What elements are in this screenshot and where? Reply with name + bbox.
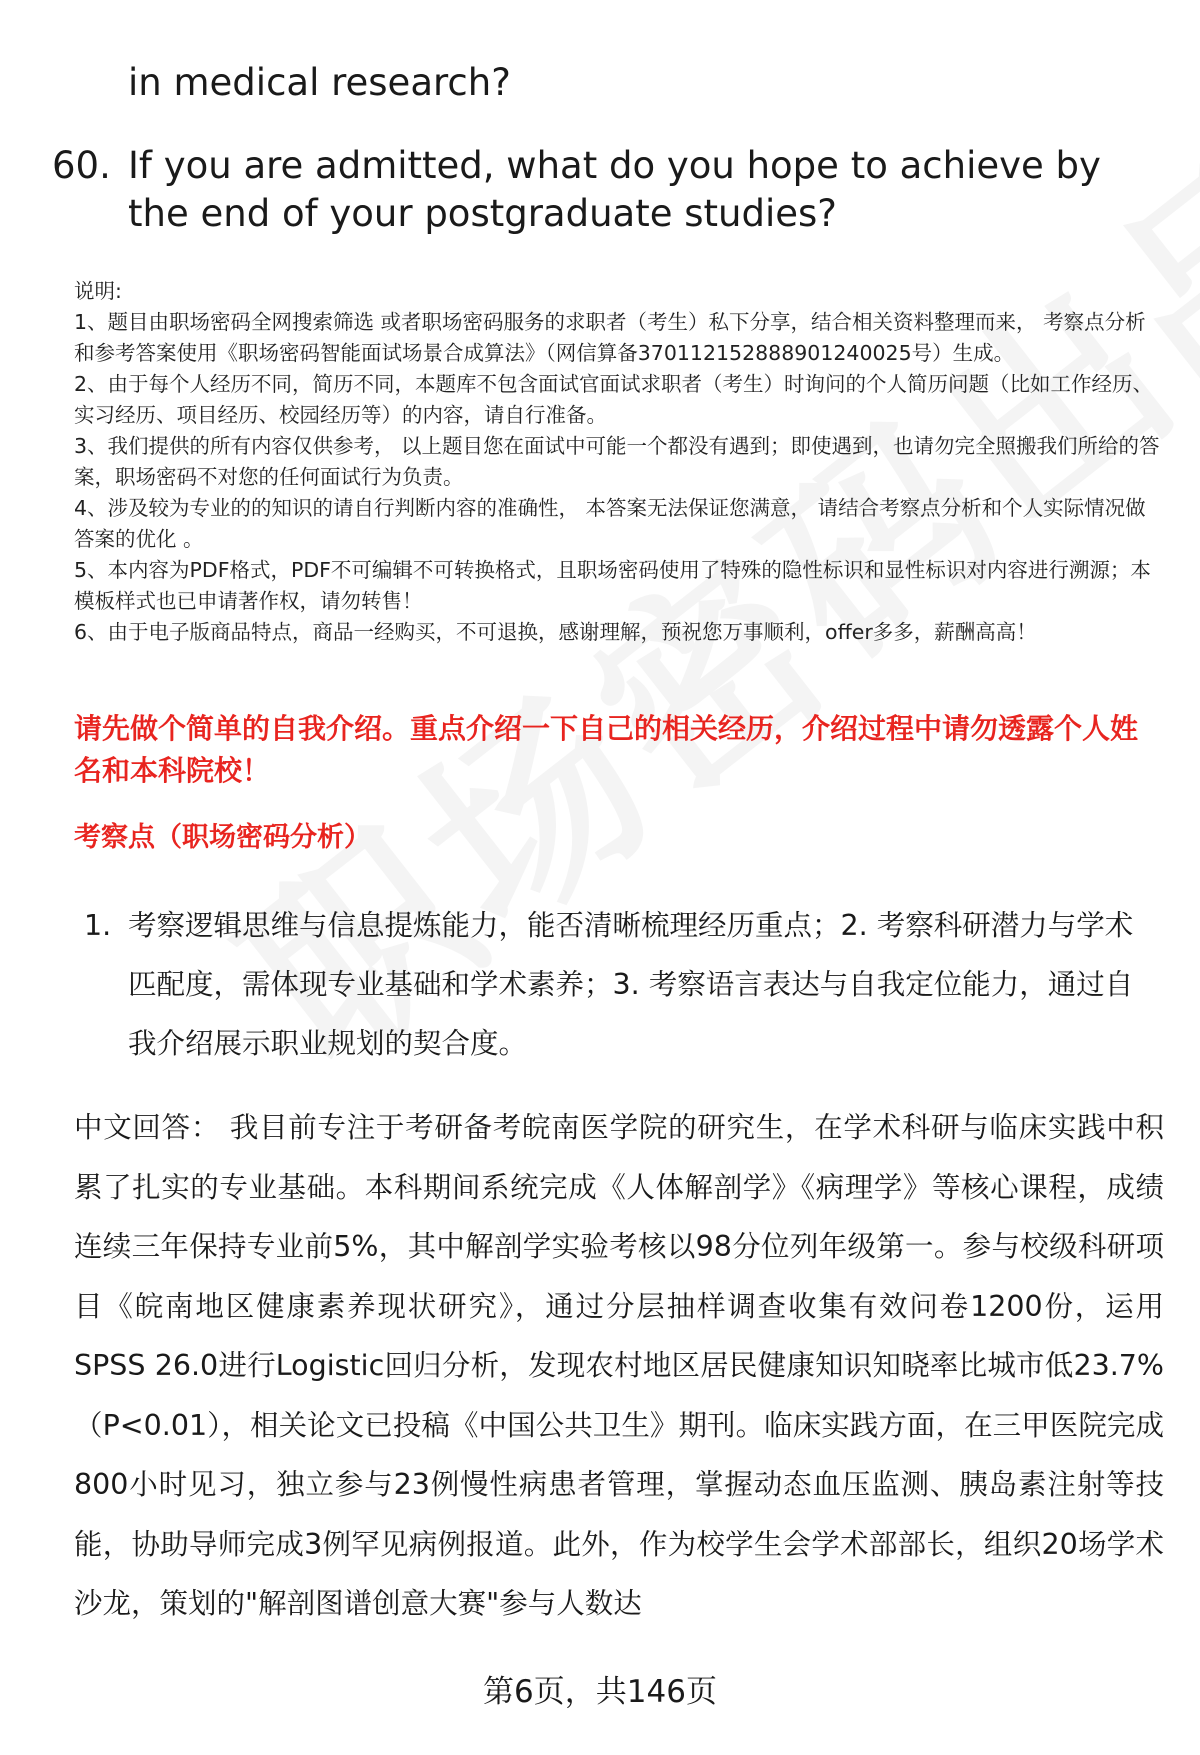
notes-item: 6、由于电子版商品特点，商品一经购买，不可退换，感谢理解，预祝您万事顺利，offer多多，薪酬高高！ xyxy=(74,620,1037,644)
analysis-heading: 考察点（职场密码分析） xyxy=(74,822,371,853)
notes-item: 5、本内容为PDF格式，PDF不可编辑不可转换格式，且职场密码使用了特殊的隐性标识和显性标识对内容进行溯源；本模板样式也已申请著作权，请勿转售！ xyxy=(74,558,1151,613)
answer-label: 中文回答： xyxy=(74,1111,221,1144)
analysis-number: 1. xyxy=(84,909,112,942)
notes-item: 1、题目由职场密码全网搜索筛选 或者职场密码服务的求职者（考生）私下分享，结合相关资料整理而来， 考察点分析和参考答案使用《职场密码智能面试场景合成算法》（网信算备370112152888901240025号）生成。 xyxy=(74,310,1146,365)
notes-item: 2、由于每个人经历不同，简历不同，本题库不包含面试官面试求职者（考生）时询问的个人简历问题（比如工作经历、实习经历、项目经历、校园经历等）的内容，请自行准备。 xyxy=(74,372,1154,427)
question-number: 60. xyxy=(52,144,111,187)
question-continuation: in medical research? xyxy=(128,61,511,104)
notes-item: 4、涉及较为专业的的知识的请自行判断内容的准确性， 本答案无法保证您满意， 请结合考察点分析和个人实际情况做答案的优化 。 xyxy=(74,496,1146,551)
notes-item: 3、我们提供的所有内容仅供参考， 以上题目您在面试中可能一个都没有遇到；即使遇到，也请勿完全照搬我们所给的答案，职场密码不对您的任何面试行为负责。 xyxy=(74,434,1160,489)
analysis-text: 考察逻辑思维与信息提炼能力，能否清晰梳理经历重点；2. 考察科研潜力与学术匹配度，需体现专业基础和学术素养；3. 考察语言表达与自我定位能力，通过自我介绍展示职业规划的契合度。 xyxy=(128,909,1134,1060)
question-text: If you are admitted, what do you hope to achieve by the end of your postgraduate studies? xyxy=(128,144,1101,235)
main-question-heading: 请先做个简单的自我介绍。重点介绍一下自己的相关经历，介绍过程中请勿透露个人姓名和本科院校！ xyxy=(74,712,1139,787)
answer-text: 我目前专注于考研备考皖南医学院的研究生，在学术科研与临床实践中积累了扎实的专业基础。本科期间系统完成《人体解剖学》《病理学》等核心课程，成绩连续三年保持专业前5%，其中解剖学实验考核以98分位列年级第一。参与校级科研项目《皖南地区健康素养现状研究》，通过分层抽样调查收集有效问卷1200份，运用SPSS 26.0进行Logistic回归分析，发现农村地区居民健康知识知晓率比城市低23.7%（P<0.01），相关论文已投稿《中国公共卫生》期刊。临床实践方面，在三甲医院完成800小时见习，独立参与23例慢性病患者管理，掌握动态血压监测、胰岛素注射等技能，协助导师完成3例罕见病例报道。此外，作为校学生会学术部部长，组织20场学术沙龙，策划的"解剖图谱创意大赛"参与人数达 xyxy=(74,1111,1164,1620)
answer-paragraph xyxy=(74,1098,1164,1634)
page-footer: 第6页，共146页 xyxy=(483,1674,717,1710)
notes-block xyxy=(74,276,1164,648)
notes-title: 说明: xyxy=(74,279,122,303)
